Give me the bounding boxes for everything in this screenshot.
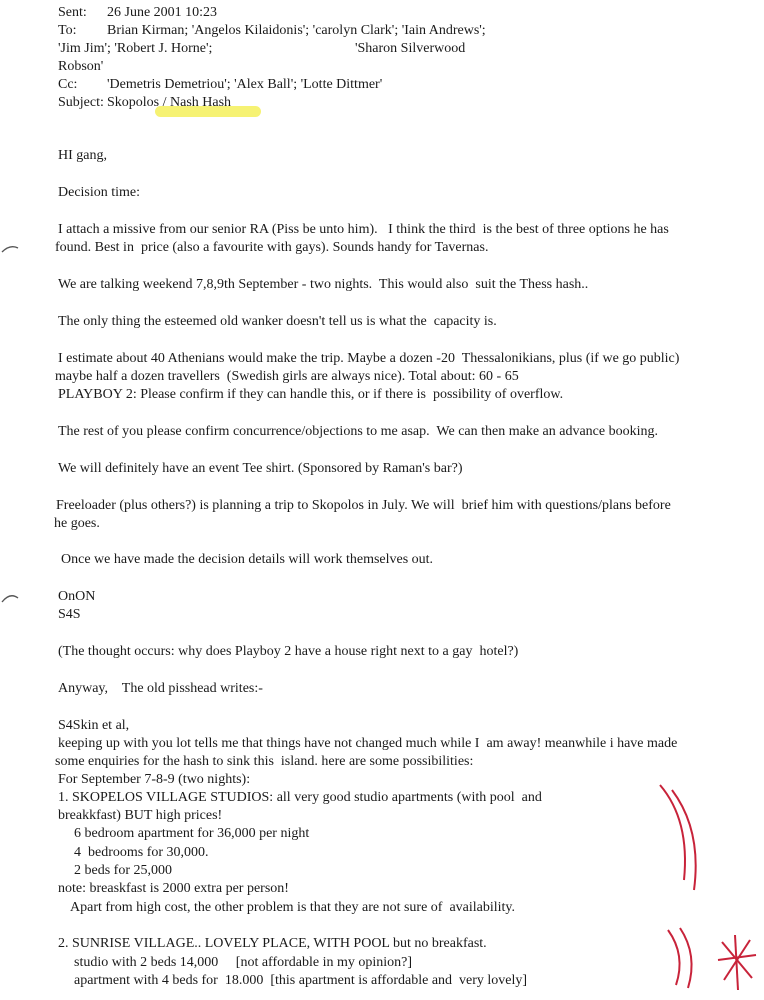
- paragraph-8: Once we have made the decision details will work themselves out.: [61, 552, 434, 567]
- cc-value: 'Demetris Demetriou'; 'Alex Ball'; 'Lotte Dittmer': [107, 77, 383, 92]
- to-recipients-line-2b: 'Sharon Silverwood: [355, 41, 466, 56]
- paragraph-7-line-2: he goes.: [54, 516, 100, 531]
- signoff-s4s: S4S: [58, 607, 81, 622]
- option-2-price-b: apartment with 4 beds for 18.000 [this apartment is affordable and very lovely]: [74, 973, 528, 988]
- red-bracket-mark-3: [668, 930, 680, 985]
- quoted-dates: For September 7-8-9 (two nights):: [58, 772, 251, 787]
- cc-label: Cc:: [58, 77, 78, 92]
- paragraph-10: Anyway, The old pisshead writes:-: [58, 681, 263, 696]
- to-recipients-line-1: Brian Kirman; 'Angelos Kilaidonis'; 'carolyn Clark'; 'Iain Andrews';: [107, 23, 486, 38]
- to-recipients-line-2a: 'Jim Jim'; 'Robert J. Horne';: [58, 41, 213, 56]
- subject-value: Skopolos / Nash Hash: [107, 95, 232, 110]
- greeting: HI gang,: [58, 148, 107, 163]
- to-label: To:: [58, 23, 77, 38]
- option-1-availability: Apart from high cost, the other problem is that they are not sure of availability.: [70, 900, 516, 915]
- pencil-margin-mark-1: [2, 247, 18, 252]
- red-bracket-mark-4: [680, 928, 692, 988]
- signoff-onon: OnON: [58, 589, 96, 604]
- paragraph-5: The rest of you please confirm concurrence/objections to me asap. We can then make an advance booking.: [58, 424, 658, 439]
- option-1-price-c: 2 beds for 25,000: [74, 863, 172, 878]
- paragraph-3: The only thing the esteemed old wanker doesn't tell us is what the capacity is.: [58, 314, 497, 329]
- sent-value: 26 June 2001 10:23: [107, 5, 218, 20]
- paragraph-2: We are talking weekend 7,8,9th September - two nights. This would also suit the Thess hash..: [58, 277, 589, 292]
- red-bracket-mark-1: [660, 785, 685, 880]
- red-bracket-mark-2: [672, 790, 696, 890]
- subject-label: Subject:: [58, 95, 104, 110]
- paragraph-1-line-2: found. Best in price (also a favourite with gays). Sounds handy for Tavernas.: [55, 240, 489, 255]
- to-recipients-line-3: Robson': [58, 59, 104, 74]
- paragraph-7-line-1: Freeloader (plus others?) is planning a trip to Skopolos in July. We will brief him with questions/plans before: [56, 498, 671, 513]
- quoted-line-2: some enquiries for the hash to sink this island. here are some possibilities:: [55, 754, 474, 769]
- paragraph-1-line-1: I attach a missive from our senior RA (Piss be unto him). I think the third is the best of three options he has: [58, 222, 669, 237]
- decision-line: Decision time:: [58, 185, 141, 200]
- paragraph-4-line-1: I estimate about 40 Athenians would make the trip. Maybe a dozen -20 Thessalonikians, plus (if we go public): [58, 351, 680, 366]
- option-2-price-a: studio with 2 beds 14,000 [not affordable in my opinion?]: [74, 955, 413, 970]
- option-1-line-1: 1. SKOPELOS VILLAGE STUDIOS: all very good studio apartments (with pool and: [58, 790, 542, 805]
- option-2-line-1: 2. SUNRISE VILLAGE.. LOVELY PLACE, WITH POOL but no breakfast.: [58, 936, 487, 951]
- quoted-greeting: S4Skin et al,: [58, 718, 130, 733]
- paragraph-6: We will definitely have an event Tee shirt. (Sponsored by Raman's bar?): [58, 461, 463, 476]
- paragraph-4-line-3: PLAYBOY 2: Please confirm if they can handle this, or if there is possibility of overflow.: [58, 387, 564, 402]
- option-1-line-2: breakkfast) BUT high prices!: [58, 808, 223, 823]
- paragraph-4-line-2: maybe half a dozen travellers (Swedish girls are always nice). Total about: 60 - 65: [55, 369, 519, 384]
- option-1-note: note: breaskfast is 2000 extra per person!: [58, 881, 289, 896]
- pencil-margin-mark-2: [2, 596, 18, 602]
- sent-label: Sent:: [58, 5, 87, 20]
- red-asterisk-mark: [718, 935, 756, 990]
- option-1-price-b: 4 bedrooms for 30,000.: [74, 845, 209, 860]
- paragraph-9: (The thought occurs: why does Playboy 2 have a house right next to a gay hotel?): [58, 644, 519, 659]
- quoted-line-1: keeping up with you lot tells me that things have not changed much while I am away! meanwhile i have made: [58, 736, 678, 751]
- option-1-price-a: 6 bedroom apartment for 36,000 per night: [74, 826, 310, 841]
